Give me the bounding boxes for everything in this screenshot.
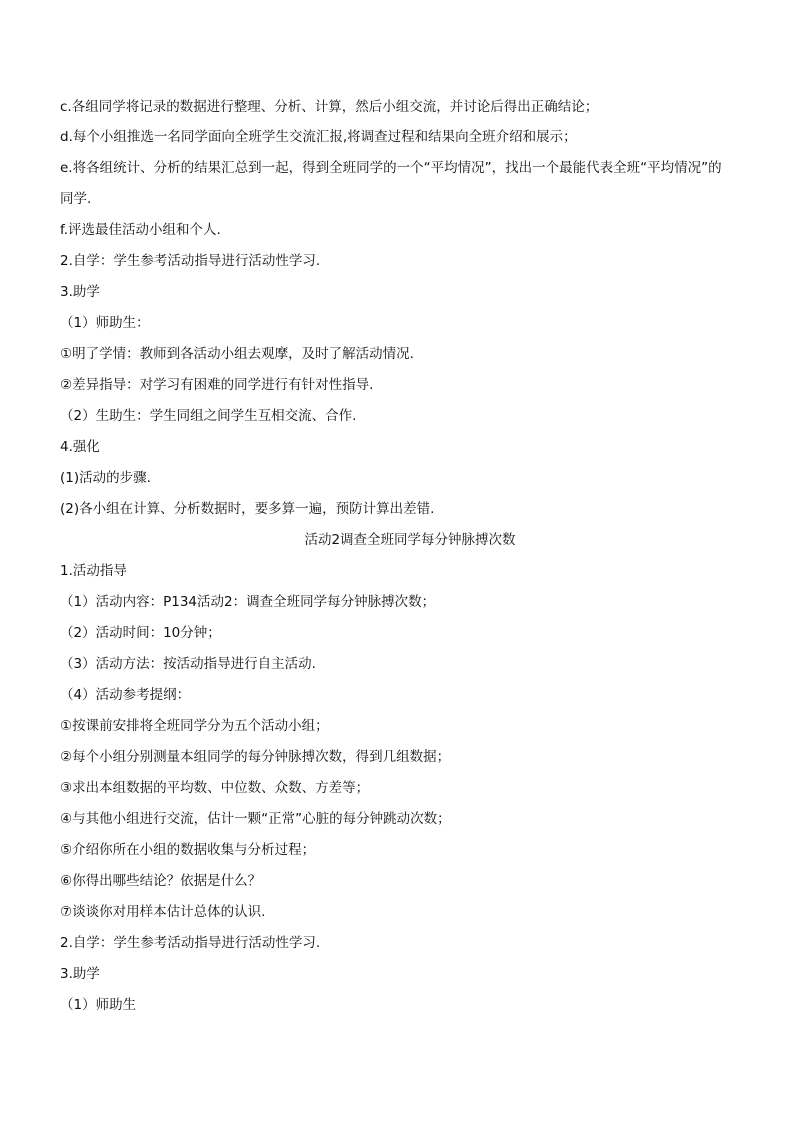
text-line: （1）师助生 <box>60 997 137 1013</box>
text-line: ③求出本组数据的平均数、中位数、众数、方差等； <box>60 780 370 796</box>
text-line: e.将各组统计、分析的结果汇总到一起，得到全班同学的一个“平均情况”，找出一个最能代表全班“平均情况”的 <box>60 160 722 176</box>
section-heading: 1.活动指导 <box>60 563 127 579</box>
text-line: （3）活动方法：按活动指导进行自主活动. <box>60 656 316 672</box>
text-line: ①明了学情：教师到各活动小组去观摩，及时了解活动情况. <box>60 346 414 362</box>
text-line: (1)活动的步骤. <box>60 470 151 486</box>
section-heading: 4.强化 <box>60 439 100 455</box>
text-line: 同学. <box>60 191 92 207</box>
text-line: 2.自学：学生参考活动指导进行活动性学习. <box>60 935 321 951</box>
text-line: ⑦谈谈你对用样本估计总体的认识. <box>60 904 266 920</box>
text-line: c.各组同学将记录的数据进行整理、分析、计算，然后小组交流，并讨论后得出正确结论； <box>60 99 599 115</box>
text-line: （2）生助生：学生同组之间学生互相交流、合作. <box>60 408 357 424</box>
section-heading: 3.助学 <box>60 966 100 982</box>
text-line: （1）师助生： <box>60 315 150 331</box>
text-line: ①按课前安排将全班同学分为五个活动小组； <box>60 718 329 734</box>
text-line: d.每个小组推选一名同学面向全班学生交流汇报,将调查过程和结果向全班介绍和展示； <box>60 129 577 145</box>
text-line: （4）活动参考提纲： <box>60 687 191 703</box>
text-line: (2)各小组在计算、分析数据时，要多算一遍，预防计算出差错. <box>60 501 435 517</box>
activity-title: 活动2调查全班同学每分钟脉搏次数 <box>304 532 516 548</box>
text-line: ⑥你得出哪些结论？依据是什么？ <box>60 873 262 889</box>
text-line: 2.自学：学生参考活动指导进行活动性学习. <box>60 253 321 269</box>
text-line: ④与其他小组进行交流，估计一颗“正常”心脏的每分钟跳动次数； <box>60 811 451 827</box>
text-line: f.评选最佳活动小组和个人. <box>60 222 221 238</box>
text-line: （1）活动内容：P134活动2：调查全班同学每分钟脉搏次数； <box>60 594 436 610</box>
text-line: （2）活动时间：10分钟； <box>60 625 221 641</box>
text-line: ②每个小组分别测量本组同学的每分钟脉搏次数，得到几组数据； <box>60 749 451 765</box>
section-heading: 3.助学 <box>60 284 100 300</box>
text-line: ⑤介绍你所在小组的数据收集与分析过程； <box>60 842 316 858</box>
text-line: ②差异指导：对学习有困难的同学进行有针对性指导. <box>60 377 374 393</box>
